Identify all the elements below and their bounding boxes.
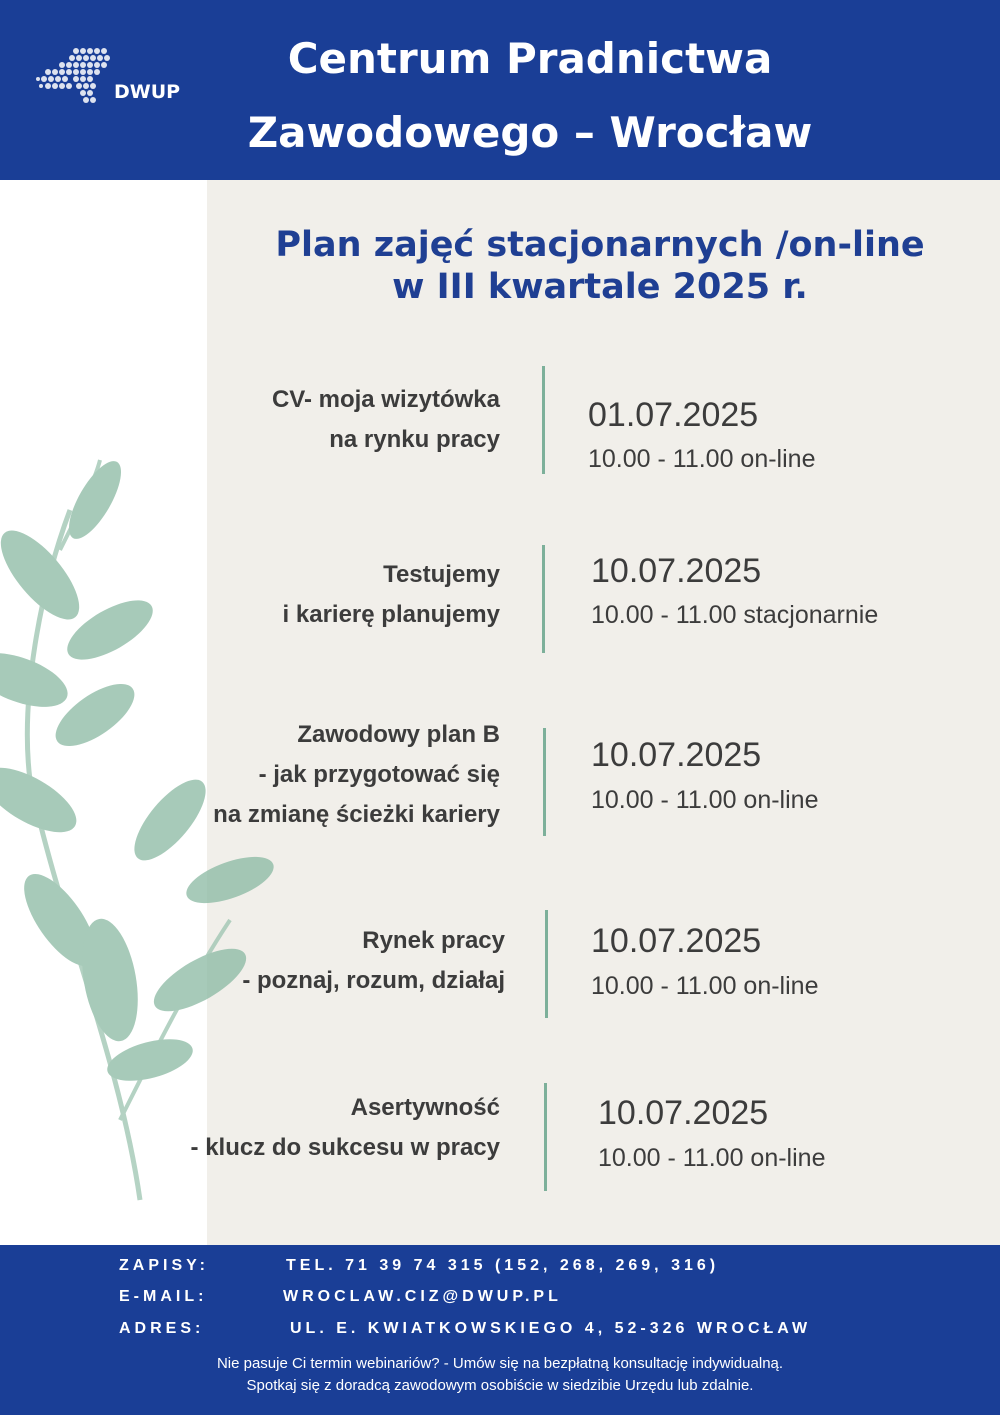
logo-text: DWUP [114,81,181,103]
event-title-line: Zawodowy plan B [297,721,500,748]
event-date: 10.07.2025 [591,736,762,774]
address-value: UL. E. KWIATKOWSKIEGO 4, 52-326 WROCŁAW [290,1320,812,1337]
schedule-subtitle [230,224,970,308]
event-title [80,555,500,635]
event-title-line: - klucz do sukcesu w pracy [190,1134,500,1161]
event-title-line: Rynek pracy [362,927,505,954]
subtitle-line-2: w III kwartale 2025 r. [392,267,808,307]
dwup-logo-icon [34,38,184,110]
event-divider [543,728,546,836]
event-time: 10.00 - 11.00 on-line [591,972,819,1000]
event-title-line: CV- moja wizytówka [271,386,500,413]
event-divider [542,366,545,474]
event-title-line: Testujemy [383,561,500,588]
title-line-2: Zawodowego – Wrocław [247,108,813,157]
footer-banner [0,1245,1000,1415]
footer-note-line-1: Nie pasuje Ci termin webinariów? - Umów się na bezpłatną konsultację indywidualną. [216,1355,784,1372]
event-title [80,380,500,460]
event-time: 10.00 - 11.00 on-line [591,786,819,814]
subtitle-line-1: Plan zajęć stacjonarnych /on-line [275,225,925,265]
event-divider [542,545,545,653]
event-time: 10.00 - 11.00 stacjonarnie [591,601,879,629]
event-date: 10.07.2025 [591,922,762,960]
phone-value[interactable]: TEL. 71 39 74 315 (152, 268, 269, 316) [286,1257,720,1274]
event-time: 10.00 - 11.00 on-line [588,445,816,473]
event-title-line: na rynku pracy [329,426,500,453]
event-title-line: - poznaj, rozum, działaj [242,967,505,994]
event-title [85,921,505,1001]
event-title-line: i karierę planujemy [282,601,500,628]
event-title-line: na zmianę ścieżki kariery [213,801,500,828]
event-date: 01.07.2025 [588,396,759,434]
phone-label: ZAPISY: [119,1257,209,1274]
event-title [80,715,500,835]
event-divider [544,1083,547,1191]
event-divider [545,910,548,1018]
footer-note-line-2: Spotkaj się z doradcą zawodowym osobiście w siedzibie Urzędu lub zdalnie. [246,1377,754,1394]
title-line-1: Centrum Pradnictwa [287,34,773,83]
address-label: ADRES: [119,1320,205,1337]
event-title [80,1088,500,1168]
event-date: 10.07.2025 [598,1094,769,1132]
email-label: E-MAIL: [119,1288,208,1305]
event-title-line: Asertywność [350,1094,500,1121]
event-time: 10.00 - 11.00 on-line [598,1144,826,1172]
page-title [190,22,870,170]
event-date: 10.07.2025 [591,552,762,590]
event-title-line: - jak przygotować się [258,761,500,788]
email-value[interactable]: WROCLAW.CIZ@DWUP.PL [283,1288,562,1305]
header-banner [0,0,1000,180]
